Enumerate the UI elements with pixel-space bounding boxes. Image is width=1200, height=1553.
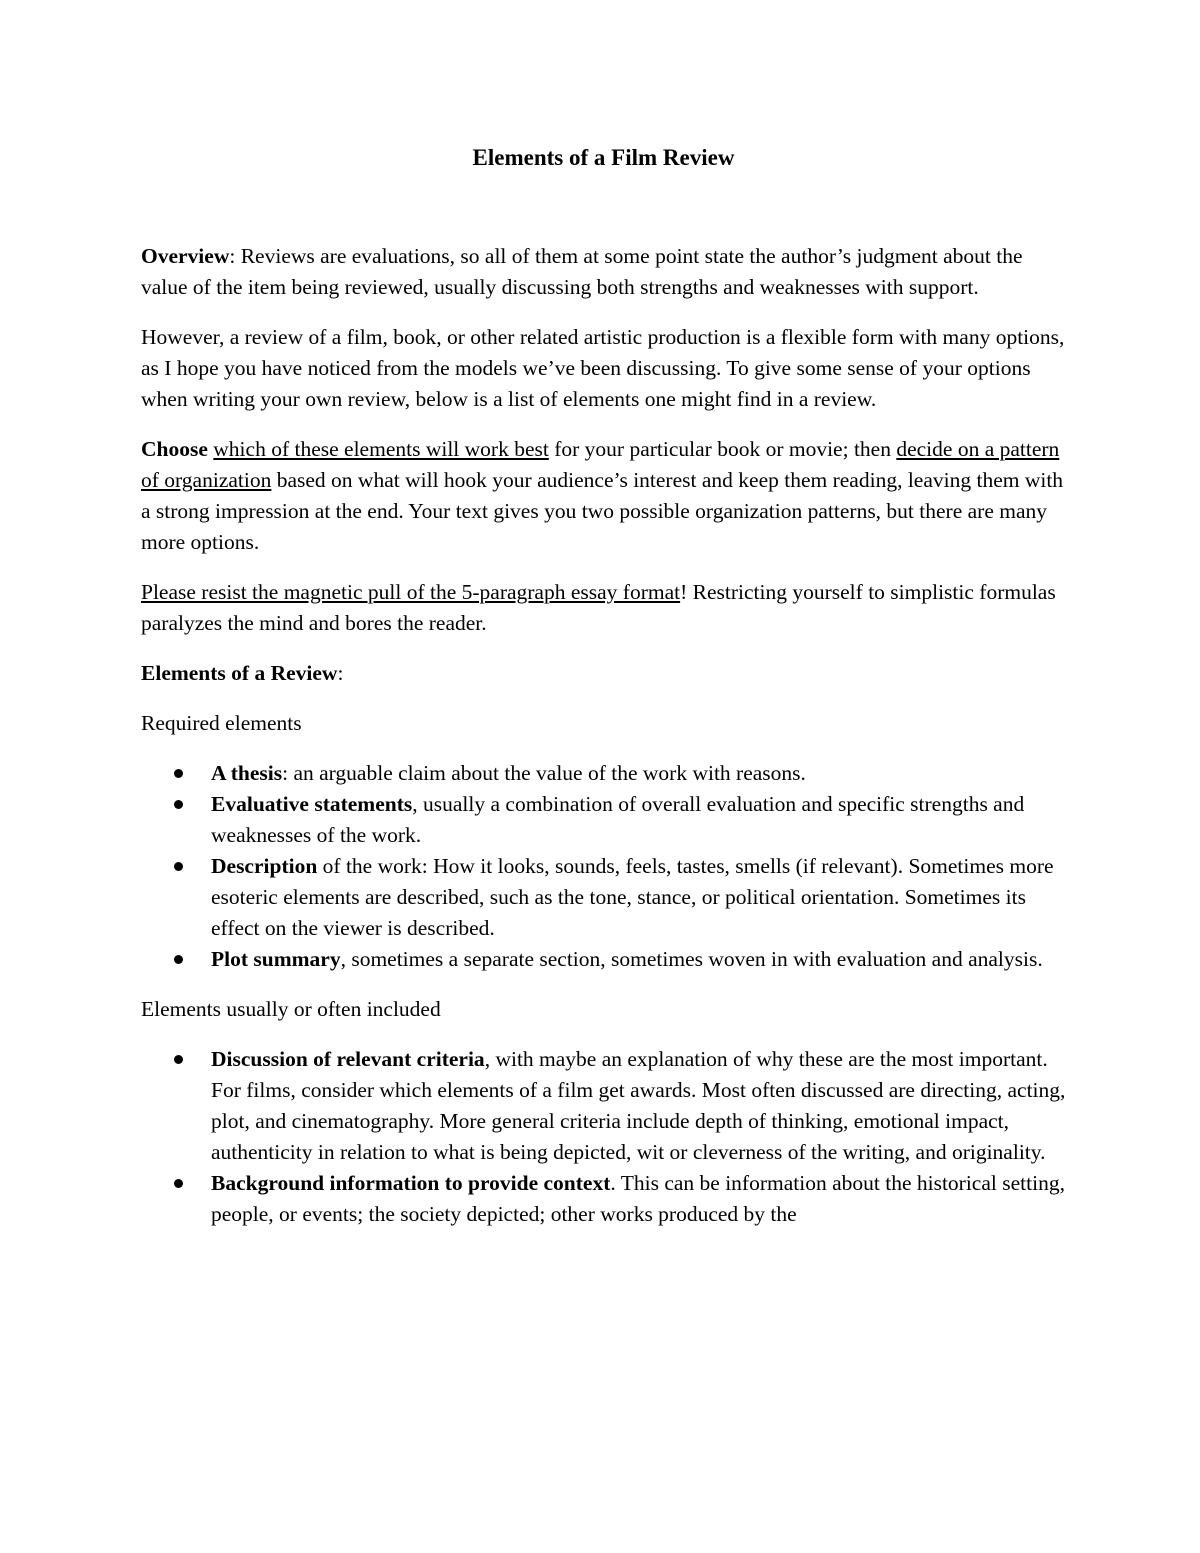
overview-text: : Reviews are evaluations, so all of them at some point state the author’s judgment about the value of the item being reviewed, usually discussing both strengths and weaknesses with support. xyxy=(141,244,1023,299)
page-title: Elements of a Film Review xyxy=(472,145,735,170)
item-text: , sometimes a separate section, sometimes woven in with evaluation and analysis. xyxy=(340,947,1043,971)
item-term: Background information to provide context xyxy=(211,1171,611,1195)
item-term: Description xyxy=(211,854,318,878)
item-text: , usually a combination of overall evaluation and specific strengths and weaknesses of the work. xyxy=(211,792,1025,847)
choose-text-2: based on what will hook your audience’s interest and keep them reading, leaving them with a strong impression at the end. Your text gives you two possible organization patterns, but there are many more options. xyxy=(141,468,1064,554)
options-paragraph: However, a review of a film, book, or other related artistic production is a flexible form with many options, as I hope you have noticed from the models we’ve been discussing. To give some sense of your options when writing your own review, below is a list of elements one might find in a review. xyxy=(141,325,1065,411)
list-item xyxy=(141,1168,1066,1230)
bullet-icon xyxy=(174,955,183,964)
required-heading: Required elements xyxy=(141,711,302,735)
item-term: A thesis xyxy=(211,761,283,785)
document-body xyxy=(141,241,1066,1249)
overview-label: Overview xyxy=(141,244,230,268)
usually-list xyxy=(141,1044,1066,1230)
usually-heading: Elements usually or often included xyxy=(141,997,441,1021)
list-item xyxy=(141,944,1066,975)
item-text: of the work: How it looks, sounds, feels, tastes, smells (if relevant). Sometimes more esoteric elements are described, such as the tone, stance, or political orientation. Sometimes its effect on the viewer is described. xyxy=(211,854,1054,940)
resist-underline: Please resist the magnetic pull of the 5-paragraph essay format xyxy=(141,580,681,604)
overview-paragraph xyxy=(141,241,1066,303)
bullet-icon xyxy=(174,800,183,809)
item-text: . This can be information about the historical setting, people, or events; the society depicted; other works produced by the xyxy=(211,1171,1065,1226)
resist-paragraph xyxy=(141,577,1066,639)
item-text: , with maybe an explanation of why these are the most important. For films, consider which elements of a film get awards. Most often discussed are directing, acting, plot, and cinematography. More general criteria include depth of thinking, emotional impact, authenticity in relation to what is being depicted, wit or cleverness of the writing, and originality. xyxy=(211,1047,1066,1164)
elements-heading-label: Elements of a Review xyxy=(141,661,338,685)
list-item xyxy=(141,789,1066,851)
list-item xyxy=(141,758,1066,789)
choose-label: Choose xyxy=(141,437,208,461)
item-term: Discussion of relevant criteria xyxy=(211,1047,485,1071)
required-list xyxy=(141,758,1066,975)
choose-paragraph xyxy=(141,434,1066,558)
item-term: Evaluative statements xyxy=(211,792,413,816)
bullet-icon xyxy=(174,1179,183,1188)
list-item xyxy=(141,1044,1066,1168)
choose-underline-elements: which of these elements will work best xyxy=(213,437,549,461)
elements-heading-colon: : xyxy=(337,661,344,685)
resist-text: ! Restricting yourself to simplistic formulas paralyzes the mind and bores the reader. xyxy=(141,580,1056,635)
choose-underline-pattern: decide on a pattern of organization xyxy=(141,437,1060,492)
item-text: : an arguable claim about the value of the work with reasons. xyxy=(282,761,806,785)
choose-text-1: for your particular book or movie; then xyxy=(548,437,897,461)
bullet-icon xyxy=(174,1055,183,1064)
bullet-icon xyxy=(174,769,183,778)
item-term: Plot summary xyxy=(211,947,341,971)
bullet-icon xyxy=(174,862,183,871)
list-item xyxy=(141,851,1066,944)
elements-heading xyxy=(141,658,1066,689)
